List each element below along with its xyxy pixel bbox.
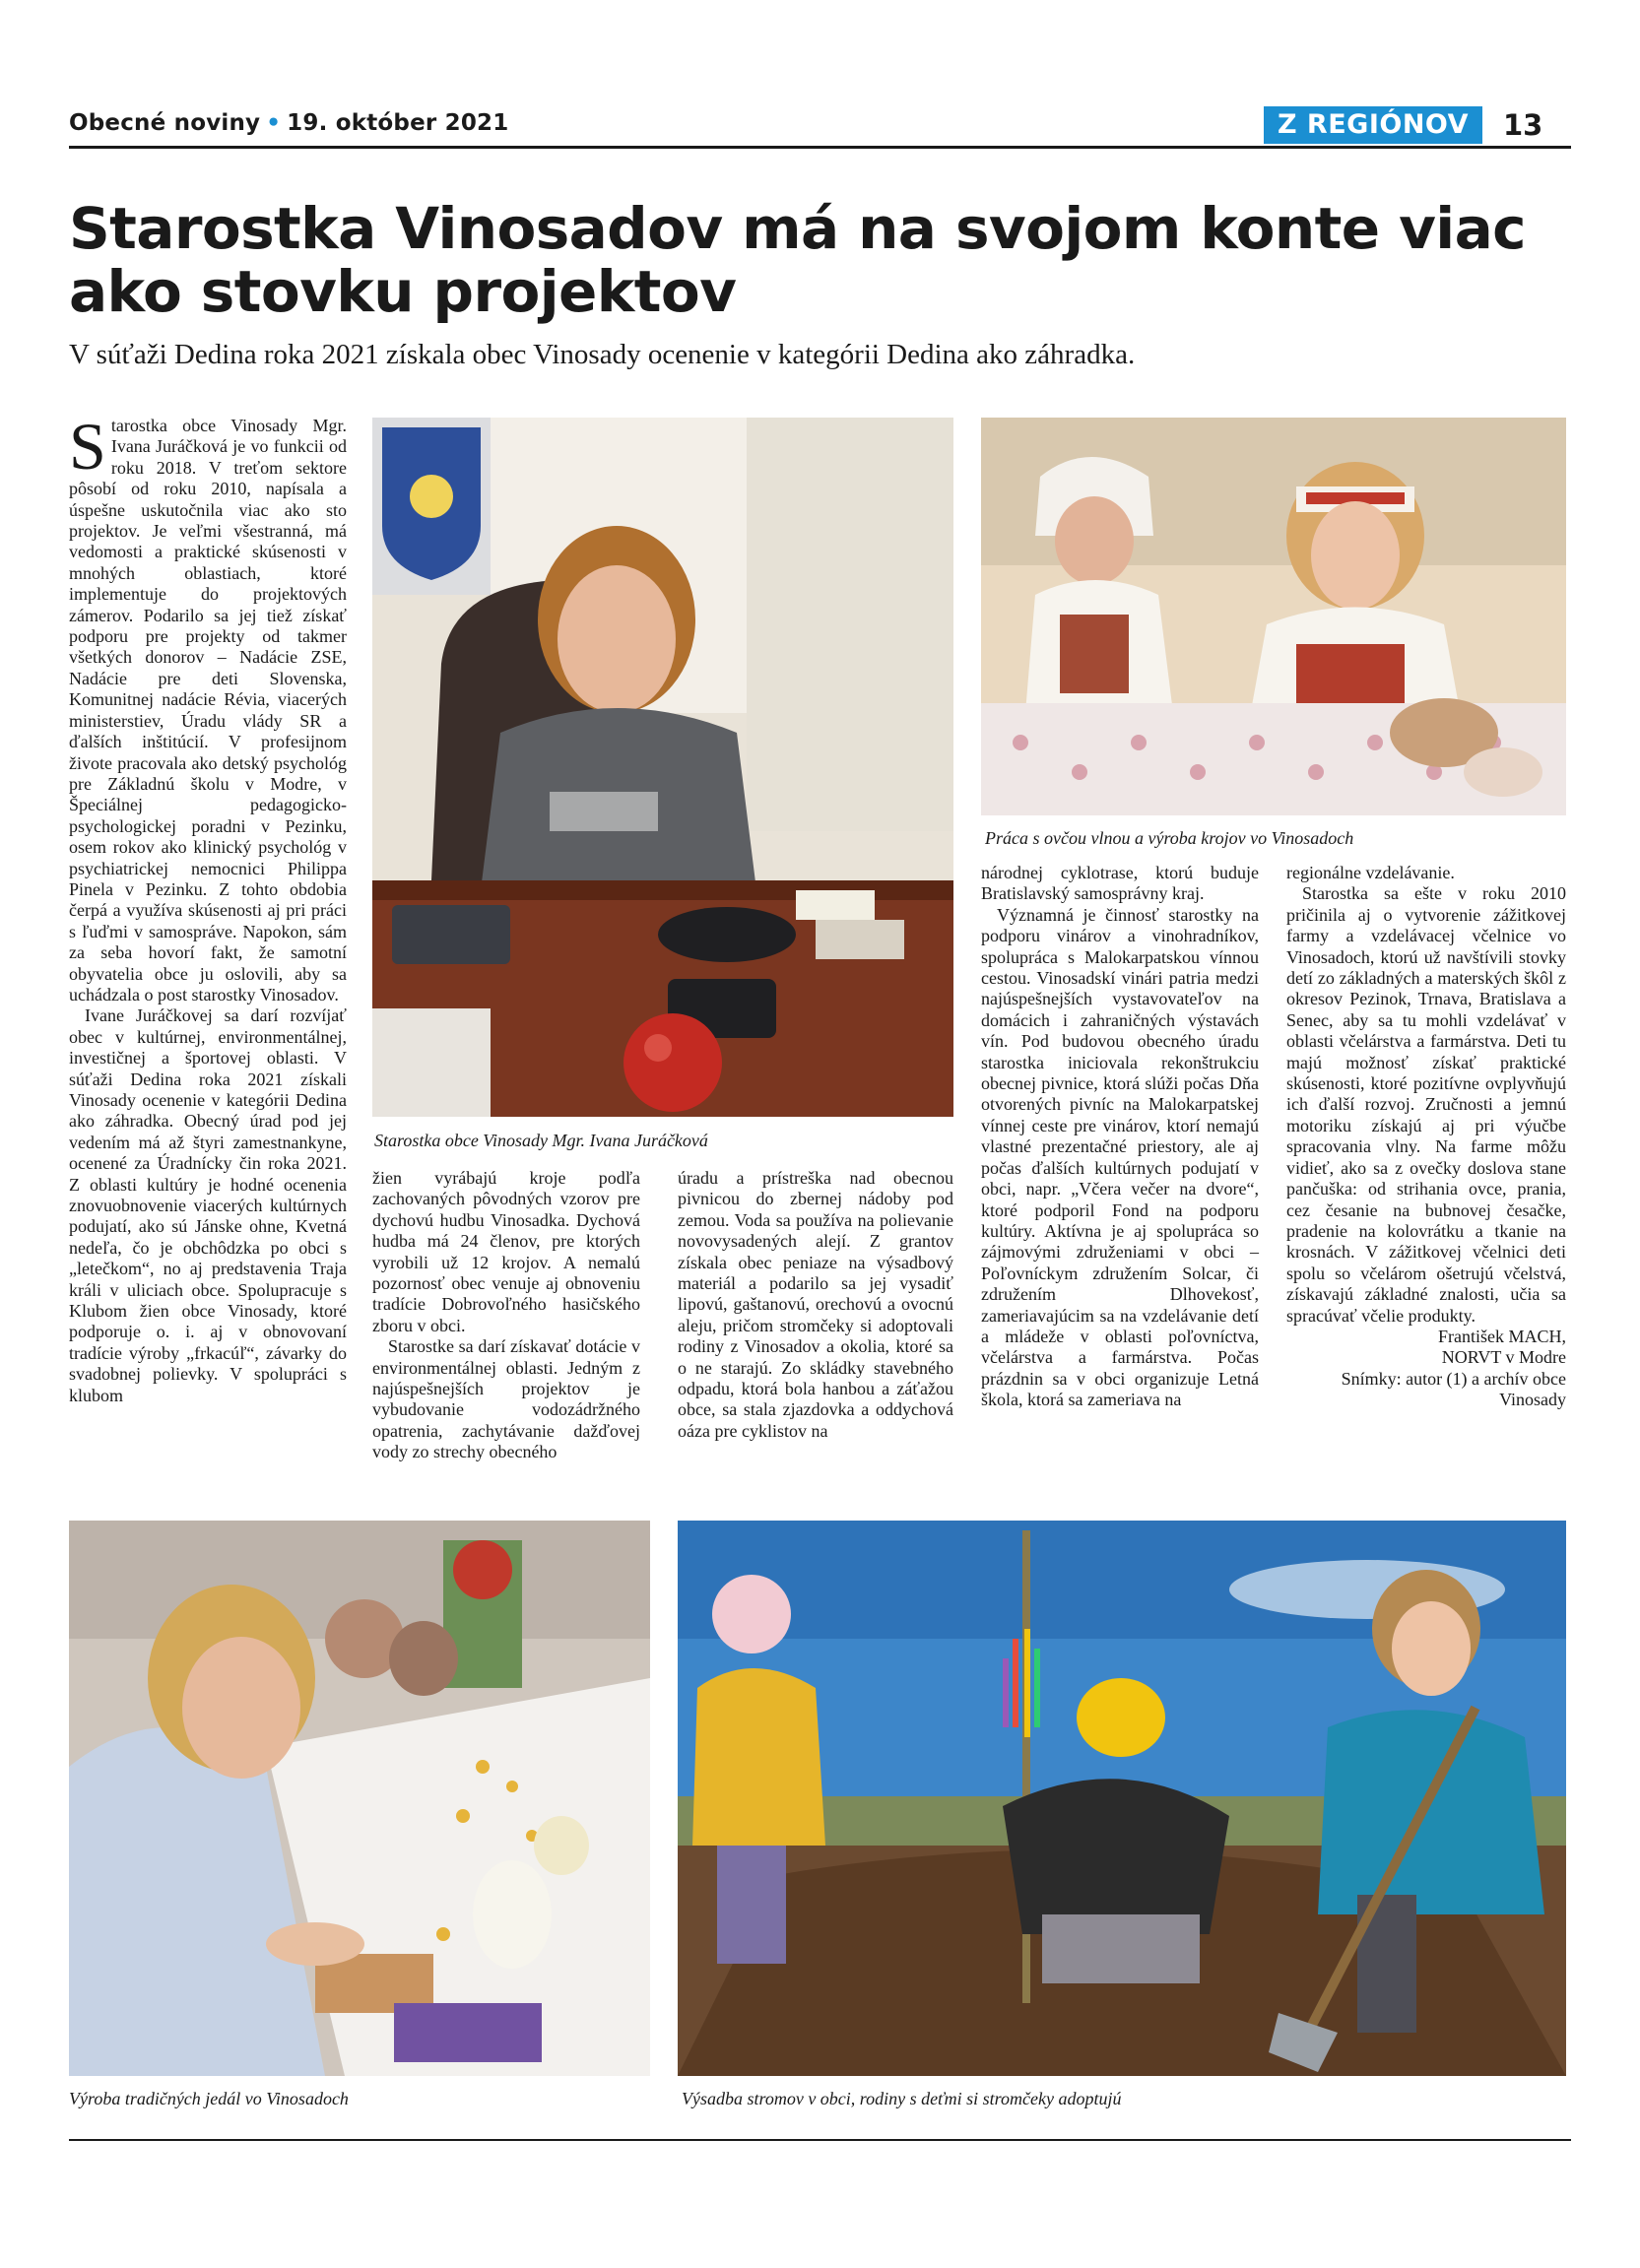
- article-headline: Starostka Vinosadov má na svojom konte viac ako stovku projektov: [69, 195, 1526, 325]
- costume-photo-caption: Práca s ovčou vlnou a výroba krojov vo Vinosadoch: [985, 828, 1354, 848]
- food-photo-image: [69, 1521, 650, 2076]
- mayor-photo-image: [372, 418, 953, 1117]
- header-rule: [69, 146, 1571, 149]
- paragraph: národnej cyklotrase, ktorú buduje Bratislavský samosprávny kraj.: [981, 863, 1259, 904]
- planting-photo: [678, 1521, 1566, 2076]
- paragraph: úradu a prístreška nad obecnou pivnicou do zbernej nádoby pod zemou. Voda sa používa na polievanie novovysadených alejí. Z grantov získala obec peniaze na výsadbový materiál a podarilo sa jej vysadiť lipovú, gaštanovú, orechovú a ovocnú aleju, pričom stromčeky si adoptovali rodiny z Vinosadov a okolia, ktoré sa o ne starajú. Zo skládky stavebného odpadu, ktorá bola hanbou a záťažou obce, sa stala zjazdovka a oddychová oáza pre cyklistov na: [678, 1168, 953, 1441]
- article-lead: V súťaži Dedina roka 2021 získala obec Vinosady ocenenie v kategórii Dedina ako záhradka.: [69, 339, 1136, 370]
- paragraph: regionálne vzdelávanie.: [1286, 863, 1455, 882]
- text-column-2: [372, 1168, 640, 1503]
- costume-photo: [981, 418, 1566, 815]
- text-column-3: [678, 1168, 953, 1503]
- photo-credits: Snímky: autor (1) a archív obce Vinosady: [1341, 1368, 1566, 1410]
- planting-photo-caption: Výsadba stromov v obci, rodiny s deťmi si stromčeky adoptujú: [682, 2089, 1122, 2108]
- paragraph: Ivane Juráčkovej sa darí rozvíjať obec v kultúrnej, environmentálnej, investičnej a športovej oblasti. V súťaži Dedina roka 2021 získali Vinosady ocenenie v kategórii Dedina ako záhradka. Obecný úrad pod jej vedením má až štyri zamestnankyne, ocenené za Úradnícky čin roka 2021. Z oblasti kultúry je hodné ocenenia znovuobnovenie viacerých kultúrnych podujatí, ako sú Jánske ohne, Kvetná nedeľa, čo je obchôdzka po obci s „letečkom“, no aj predstavenia Traja králi v uliciach obce. Spolupracuje s Klubom žien obce Vinosady, ktoré podporuje o. i. aj v obnovovaní tradície výroby „frkacúľ“, závarky do svadobnej polievky. V spolupráci s klubom: [69, 1005, 347, 1405]
- paragraph: žien vyrábajú kroje podľa zachovaných pôvodných vzorov pre dychovú hudbu Vinosadka. Dychová hudba má 24 členov, pre ktorých vyrobili už 12 krojov. A nemalú pozornosť obec venuje aj obnoveniu tradície Dobrovoľného hasičského zboru v obci.: [372, 1168, 640, 1335]
- food-photo-caption: Výroba tradičných jedál vo Vinosadoch: [69, 2089, 349, 2108]
- publication-name: Obecné noviny: [69, 110, 261, 136]
- paragraph: Starostka obce Vinosady Mgr. Ivana Juráčková je vo funkcii od roku 2018. V treťom sektore pôsobí od roku 2010, napísala a úspešne uskutočnila viac ako sto projektov. Je veľmi všestranná, má vedomosti a praktické skúsenosti v mnohých oblastiach, ktoré implementuje do projektových zámerov. Podarilo sa jej tiež získať podporu pre projekty od takmer všetkých donorov – Nadácie ZSE, Nadácie pre deti Slovenska, Komunitnej nadácie Révia, viacerých ministerstiev, Úradu vlády SR a ďalších inštitúcií. V profesijnom živote pracovala ako detský psychológ pre Základnú školu v Modre, v Špeciálnej pedagogicko-psychologickej poradni v Pezinku, osem rokov ako klinický psychológ v psychiatrickej nemocnici Philippa Pinela v Pezinku. Z tohto obdobia čerpá a využíva skúsenosti aj pri práci s ľuďmi v samospráve. Napokon, sám za seba hovorí fakt, že samotní obyvatelia obce ju oslovili, aby sa uchádzala o post starostky Vinosadov.: [69, 409, 347, 1004]
- paragraph: Významná je činnosť starostky na podporu vinárov a vinohradníkov, spolupráca s Malokarpatskou vínnou cestou. Vinosadskí vinári patria medzi najúspešnejších vystavovateľov na domácich i zahraničných výstavách vín. Pod budovou obecného úradu starostka iniciovala rekonštrukciu obecnej pivnice, ktorá slúži počas Dňa otvorených pivníc na Malokarpatskej vínnej ceste pre vinárov, ktorí nemajú vlastné prezentačné priestory, ale aj počas ďalších kultúrnych podujatí v obci, napr. „Včera večer na dvore“, ktoré podporil Fond na podporu kultúry. Aktívna je aj spolupráca so zájmovými združeniami v obci – Poľovníckym združením Solcar, či združením Dlhovekosť, zameriavajúcim sa na vzdelávanie detí a mládeže v oblasti poľovníctva, včelárstva a farmárstva. Počas prázdnin sa v obci organizuje Letná škola, ktorá sa zameriava na: [981, 904, 1259, 1410]
- footer-rule: [69, 2139, 1571, 2141]
- page-number: 13: [1503, 108, 1543, 142]
- issue-date: 19. október 2021: [287, 110, 509, 136]
- mayor-photo: [372, 418, 953, 1117]
- mayor-photo-caption: Starostka obce Vinosady Mgr. Ivana Juráčková: [374, 1131, 708, 1150]
- food-photo: [69, 1521, 650, 2076]
- author-signature: František MACH,: [1438, 1326, 1566, 1346]
- drop-cap: S: [69, 409, 106, 484]
- paragraph: Starostke sa darí získavať dotácie v environmentálnej oblasti. Jedným z najúspešnejších projektov je vybudovanie vodozádržného opatrenia, zachytávanie dažďovej vody zo strechy obecného: [372, 1336, 640, 1462]
- planting-photo-image: [678, 1521, 1566, 2076]
- separator-dot: •: [266, 110, 282, 136]
- text-column-4: [981, 863, 1259, 1503]
- page-header: [69, 106, 1571, 150]
- costume-photo-image: [981, 418, 1566, 815]
- section-tag: Z REGIÓNOV: [1264, 106, 1482, 144]
- publication-line: [69, 110, 508, 136]
- text-column-1: [69, 409, 347, 1504]
- paragraph: Starostka sa ešte v roku 2010 pričinila aj o vytvorenie zážitkovej farmy a vzdelávacej včelnice vo Vinosadoch, ktorú už navštívili stovky detí zo základných a materských škôl z okresov Pezinok, Trnava, Bratislava a Senec, aby sa tu mohli vzdelávať v oblasti včelárstva a farmárstva. Deti tu majú možnosť získať praktické skúsenosti, ktoré pozitívne ovplyvňujú ich ďalší rozvoj. Zručnosti a jemnú motoriku získajú aj pri výučbe spracovania vlny. Na farme môžu vidieť, ako sa z ovečky doslova stane pančuška: od strihania ovce, prania, cez česanie na bubnovej česačke, pradenie na kolovrátku a tkanie na krosnách. V zážitkovej včelnici deti spolu so včelárom ošetrujú včelstvá, získavajú základné znalosti, učia sa spracúvať včelie produkty.: [1286, 883, 1566, 1326]
- author-affiliation: NORVT v Modre: [1441, 1347, 1566, 1368]
- text-column-5: [1286, 863, 1566, 1503]
